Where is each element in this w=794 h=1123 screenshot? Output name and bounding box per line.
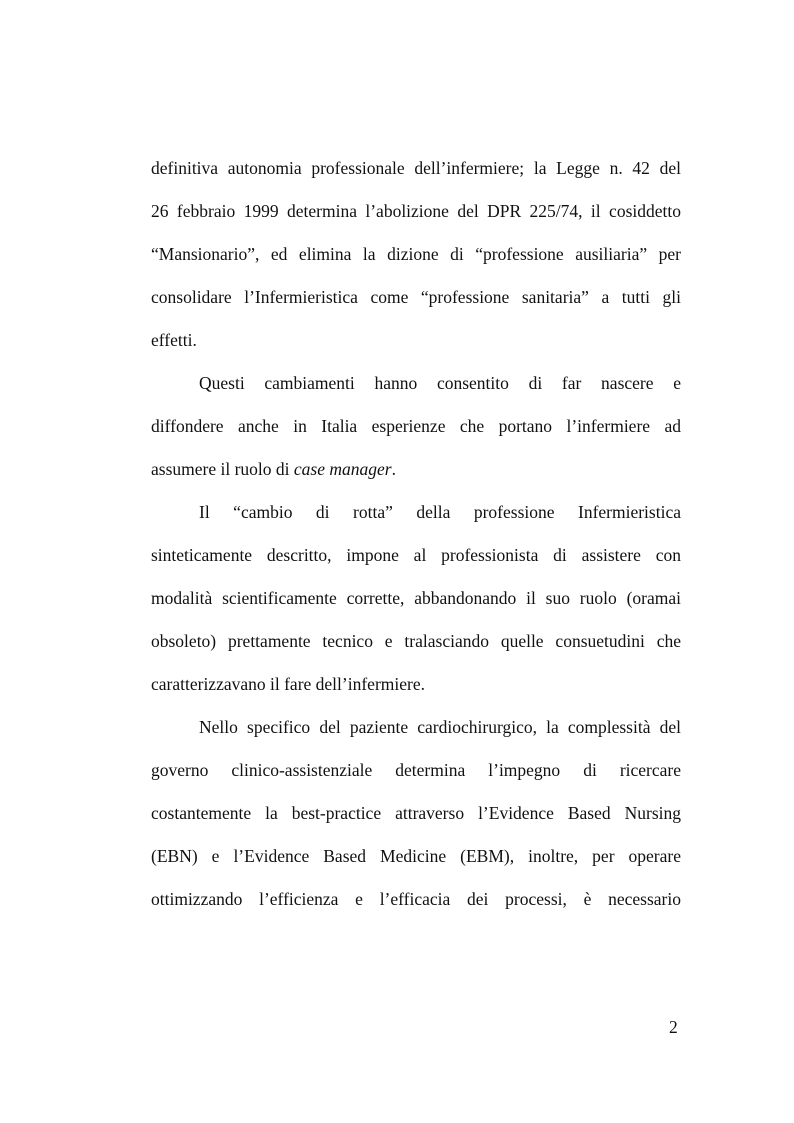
text-line: obsoleto) prettamente tecnico e tralasciando quelle consuetudini che <box>151 631 681 651</box>
text-line: effetti. <box>151 330 197 350</box>
text-line: caratterizzavano il fare dell’infermiere. <box>151 674 425 694</box>
paragraph <box>151 491 681 706</box>
document-body <box>151 147 681 921</box>
text-line: (EBN) e l’Evidence Based Medicine (EBM), inoltre, per operare <box>151 846 681 866</box>
text-line: governo clinico-assistenziale determina l’impegno di ricercare <box>151 760 681 780</box>
text-line: Il “cambio di rotta” della professione Infermieristica <box>199 502 681 522</box>
text-line: Nello specifico del paziente cardiochirurgico, la complessità del <box>199 717 681 737</box>
text-line: costantemente la best-practice attraverso l’Evidence Based Nursing <box>151 803 681 823</box>
text-line: ottimizzando l’efficienza e l’efficacia dei processi, è necessario <box>151 889 681 909</box>
text-line: consolidare l’Infermieristica come “professione sanitaria” a tutti gli <box>151 287 681 307</box>
text-line: definitiva autonomia professionale dell’infermiere; la Legge n. 42 del <box>151 158 681 178</box>
paragraph <box>151 147 681 362</box>
italic-term: case manager <box>293 459 392 479</box>
text-line <box>151 448 681 491</box>
text-line: sinteticamente descritto, impone al professionista di assistere con <box>151 545 681 565</box>
text-span: . <box>391 459 396 479</box>
text-line: modalità scientificamente corrette, abbandonando il suo ruolo (oramai <box>151 588 681 608</box>
text-line: 26 febbraio 1999 determina l’abolizione del DPR 225/74, il cosiddetto <box>151 201 681 221</box>
text-line: Questi cambiamenti hanno consentito di far nascere e <box>199 373 681 393</box>
text-line: diffondere anche in Italia esperienze che portano l’infermiere ad <box>151 416 681 436</box>
text-line: “Mansionario”, ed elimina la dizione di “professione ausiliaria” per <box>151 244 681 264</box>
paragraph <box>151 706 681 921</box>
paragraph <box>151 362 681 491</box>
page-number: 2 <box>669 1017 678 1037</box>
text-span: assumere il ruolo di <box>151 459 294 479</box>
